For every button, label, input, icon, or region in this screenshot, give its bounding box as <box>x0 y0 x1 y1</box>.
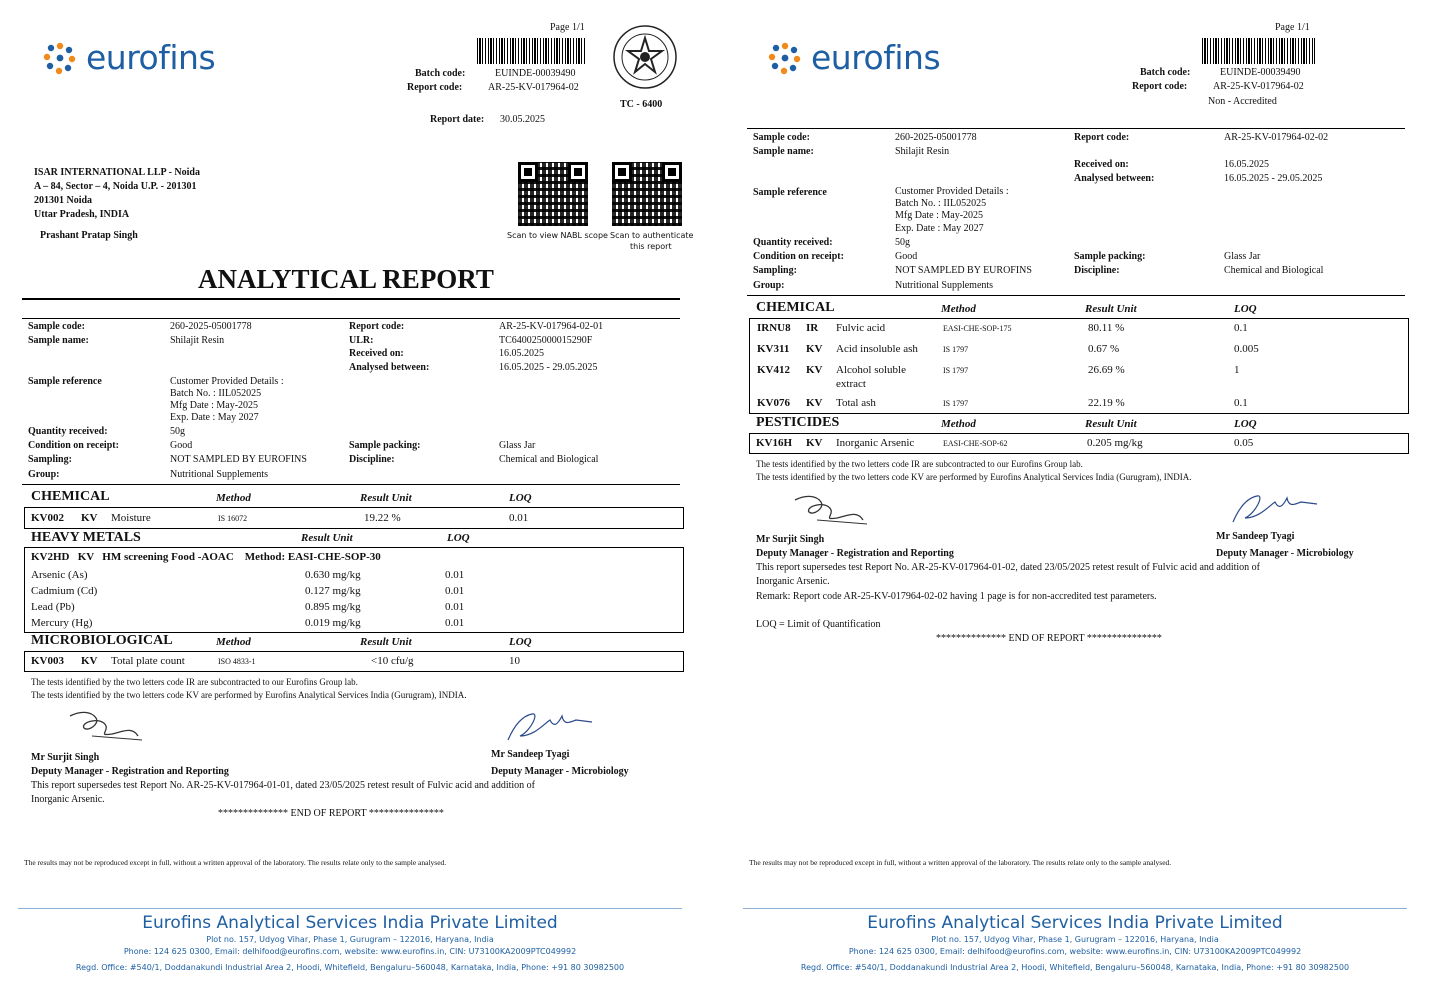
customer-address-line-4: Uttar Pradesh, INDIA <box>34 209 130 220</box>
tpc-row <box>24 651 684 672</box>
page-number: Page 1/1 <box>550 22 585 33</box>
packing-value: Glass Jar <box>1224 251 1261 262</box>
report-date: 30.05.2025 <box>500 114 545 125</box>
quantity-label: Quantity received: <box>28 426 108 437</box>
tpc-method: ISO 4833-1 <box>218 657 256 666</box>
loq-definition: LOQ = Limit of Quantification <box>756 619 881 630</box>
microbiological-heading: MICROBIOLOGICAL <box>31 633 173 648</box>
sample-reference-label: Sample reference <box>28 376 102 387</box>
method-header: Method <box>941 303 976 315</box>
ulr-value: TC640025000015290F <box>499 335 593 346</box>
received-label: Received on: <box>1074 159 1129 170</box>
footer-company: Eurofins Analytical Services India Private Limited <box>867 913 1283 933</box>
test-name: Moisture <box>111 512 151 524</box>
metal-name: Lead (Pb) <box>31 601 75 613</box>
batch-label: Batch code: <box>415 68 466 79</box>
customer-address-line-3: 201301 Noida <box>34 195 93 206</box>
chem-code: KV412 <box>757 364 790 376</box>
sample-code-label: Sample code: <box>28 321 85 332</box>
brand-name: eurofins <box>811 38 941 77</box>
chem-lab: IR <box>806 322 819 334</box>
chem-method: IS 1797 <box>943 345 969 354</box>
nabl-seal-icon <box>612 24 678 94</box>
signer1-name: Mr Surjit Singh <box>756 534 825 545</box>
micro-result-unit-header: Result Unit <box>360 636 412 648</box>
analysed-label: Analysed between: <box>1074 173 1155 184</box>
signature-surjit-icon <box>787 490 877 530</box>
lab-code: KV <box>81 512 98 524</box>
authenticate-qr[interactable] <box>612 162 682 226</box>
chem-lab: KV <box>806 364 823 376</box>
received-date: 16.05.2025 <box>1224 159 1269 170</box>
footer-rule <box>18 908 682 909</box>
hm-screening-header: KV2HD KV HM screening Food -AOAC Method: EASI-CHE-SOP-30 <box>31 551 381 563</box>
sampling-value: NOT SAMPLED BY EUROFINS <box>895 265 1032 276</box>
packing-label: Sample packing: <box>1074 251 1146 262</box>
brand-name: eurofins <box>86 38 216 77</box>
signature-sandeep-icon <box>500 706 600 746</box>
arsenic-loq: 0.05 <box>1234 437 1254 449</box>
sample-code: 260-2025-05001778 <box>895 132 977 143</box>
ir-note: The tests identified by the two letters code IR are subcontracted to our Eurofins Group lab. <box>756 459 1083 469</box>
tpc-loq: 10 <box>509 655 520 667</box>
ulr-label: ULR: <box>349 335 374 346</box>
loq-header: LOQ <box>1234 303 1257 315</box>
signature-sandeep-icon <box>1225 488 1325 528</box>
chem-name: Acid insoluble ash <box>836 343 918 355</box>
chem-code: KV076 <box>757 397 790 409</box>
inorganic-arsenic-row <box>749 433 1409 454</box>
report-date-label: Report date: <box>430 114 485 125</box>
packing-label: Sample packing: <box>349 440 421 451</box>
moisture-row <box>24 507 684 529</box>
report-code-full: AR-25-KV-017964-02-01 <box>499 321 604 332</box>
report-code-label: Report code: <box>1132 81 1188 92</box>
sample-info-rule <box>747 128 1405 129</box>
tc-number: TC - 6400 <box>620 99 663 110</box>
discipline-value: Chemical and Biological <box>499 454 599 465</box>
report-code-full: AR-25-KV-017964-02-02 <box>1224 132 1329 143</box>
test-code: KV002 <box>31 512 64 524</box>
result-unit-header: Result Unit <box>360 492 412 504</box>
pesticides-heading: PESTICIDES <box>756 415 840 430</box>
ir-note: The tests identified by the two letters code IR are subcontracted to our Eurofins Group lab. <box>31 677 358 687</box>
discipline-label: Discipline: <box>349 454 395 465</box>
chem-method: IS 1797 <box>943 366 969 375</box>
metal-name: Mercury (Hg) <box>31 617 93 629</box>
signer2-name: Mr Sandeep Tyagi <box>491 749 570 760</box>
report-code-label-2: Report code: <box>1074 132 1130 143</box>
supersedes-line-1: This report supersedes test Report No. AR-25-KV-017964-01-01, dated 23/05/2025 retest result of Fulvic acid and addition of <box>31 780 535 791</box>
test-loq: 0.01 <box>509 512 529 524</box>
contact-person: Prashant Pratap Singh <box>40 230 138 241</box>
group-value: Nutritional Supplements <box>895 280 994 291</box>
report-code: AR-25-KV-017964-02 <box>488 82 579 93</box>
chem-result: 80.11 % <box>1088 322 1125 334</box>
chem-method: IS 1797 <box>943 399 969 408</box>
condition-label: Condition on receipt: <box>28 440 119 451</box>
metal-name: Arsenic (As) <box>31 569 88 581</box>
batch-label: Batch code: <box>1140 67 1191 78</box>
chem-name-line-2: extract <box>836 378 866 390</box>
batch-code: EUINDE-00039490 <box>495 68 576 79</box>
sampling-value: NOT SAMPLED BY EUROFINS <box>170 454 307 465</box>
group-label: Group: <box>753 280 785 291</box>
metal-loq: 0.01 <box>445 601 465 613</box>
analysed-dates: 16.05.2025 - 29.05.2025 <box>1224 173 1323 184</box>
signature-surjit-icon <box>62 706 152 746</box>
micro-loq-header: LOQ <box>509 636 532 648</box>
end-of-report: ************** END OF REPORT *************** <box>218 808 444 819</box>
sample-name: Shilajit Resin <box>170 335 225 346</box>
supersedes-line-2: Inorganic Arsenic. <box>31 794 105 805</box>
quantity-value: 50g <box>170 426 185 437</box>
chem-loq: 0.005 <box>1234 343 1259 355</box>
received-date: 16.05.2025 <box>499 348 544 359</box>
kv-note: The tests identified by the two letters code KV are performed by Eurofins Analytical Services India (Gurugram), INDIA. <box>31 690 467 700</box>
footer-regd-office: Regd. Office: #540/1, Doddanakundi Industrial Area 2, Hoodi, Whitefield, Bengaluru–560048, Karnataka, India, Phone: +91 80 30982500 <box>800 963 1350 972</box>
sampling-label: Sampling: <box>28 454 72 465</box>
group-label: Group: <box>28 469 60 480</box>
received-label: Received on: <box>349 348 404 359</box>
report-code-label-2: Report code: <box>349 321 405 332</box>
sample-name-label: Sample name: <box>28 335 89 346</box>
chem-result: 22.19 % <box>1088 397 1125 409</box>
test-method: IS 16072 <box>218 514 248 523</box>
metal-loq: 0.01 <box>445 617 465 629</box>
metal-loq: 0.01 <box>445 585 465 597</box>
metal-result: 0.019 mg/kg <box>305 617 361 629</box>
eurofins-logo-icon <box>42 40 78 76</box>
footer-phone: Phone: 124 625 0300, Email: delhifood@eurofins.com, website: www.eurofins.in, CIN: U73100KA2009PTC049992 <box>123 947 577 956</box>
sample-name-label: Sample name: <box>753 146 814 157</box>
metal-loq: 0.01 <box>445 569 465 581</box>
micro-method-header: Method <box>216 636 251 648</box>
tpc-result: <10 cfu/g <box>371 655 414 667</box>
quantity-value: 50g <box>895 237 910 248</box>
result-unit-header: Result Unit <box>1085 303 1137 315</box>
sample-reference-3: Mfg Date : May-2025 <box>895 210 984 221</box>
pest-loq-header: LOQ <box>1234 418 1257 430</box>
chem-code: KV311 <box>757 343 790 355</box>
footer-company: Eurofins Analytical Services India Private Limited <box>142 913 558 933</box>
chem-loq: 0.1 <box>1234 397 1248 409</box>
footer-address: Plot no. 157, Udyog Vihar, Phase 1, Gurugram – 122016, Haryana, India <box>206 935 494 944</box>
supersedes-line-2: Inorganic Arsenic. <box>756 576 830 587</box>
page-number: Page 1/1 <box>1275 22 1310 33</box>
barcode <box>477 38 587 64</box>
chem-result: 0.67 % <box>1088 343 1120 355</box>
signer2-title: Deputy Manager - Microbiology <box>1216 548 1354 559</box>
footer-regd-office: Regd. Office: #540/1, Doddanakundi Industrial Area 2, Hoodi, Whitefield, Bengaluru–560048, Karnataka, India, Phone: +91 80 30982500 <box>75 963 625 972</box>
sample-reference-1: Customer Provided Details : <box>895 186 1009 197</box>
method-header: Method <box>216 492 251 504</box>
chem-code: IRNU8 <box>757 322 791 334</box>
metal-result: 0.630 mg/kg <box>305 569 361 581</box>
batch-code: EUINDE-00039490 <box>1220 67 1301 78</box>
non-accredited: Non - Accredited <box>1208 96 1277 107</box>
packing-value: Glass Jar <box>499 440 536 451</box>
results-rule <box>747 295 1405 296</box>
arsenic-code: KV16H <box>756 437 793 449</box>
report-code-label: Report code: <box>407 82 463 93</box>
end-of-report: ************** END OF REPORT *************** <box>936 633 1162 644</box>
chem-name: Total ash <box>836 397 876 409</box>
chem-loq: 0.1 <box>1234 322 1248 334</box>
tpc-lab: KV <box>81 655 98 667</box>
eurofins-logo-2 <box>767 38 940 77</box>
customer-address-line-1: ISAR INTERNATIONAL LLP - Noida <box>34 167 200 178</box>
footer-phone: Phone: 124 625 0300, Email: delhifood@eurofins.com, website: www.eurofins.in, CIN: U73100KA2009PTC049992 <box>848 947 1302 956</box>
condition-value: Good <box>895 251 918 262</box>
reproduction-note: The results may not be reproduced except in full, without a written approval of the laboratory. The results relate only to the sample analysed. <box>749 858 1172 867</box>
footer-rule <box>743 908 1407 909</box>
arsenic-result: 0.205 mg/kg <box>1087 437 1143 449</box>
reproduction-note: The results may not be reproduced except in full, without a written approval of the laboratory. The results relate only to the sample analysed. <box>24 858 447 867</box>
eurofins-logo-icon <box>767 40 803 76</box>
eurofins-logo <box>42 38 215 77</box>
metal-result: 0.127 mg/kg <box>305 585 361 597</box>
customer-address-line-2: A – 84, Sector – 4, Noida U.P. - 201301 <box>34 181 197 192</box>
chemical-heading: CHEMICAL <box>31 489 110 504</box>
signer2-title: Deputy Manager - Microbiology <box>491 766 629 777</box>
hm-loq-header: LOQ <box>447 532 470 544</box>
supersedes-line-1: This report supersedes test Report No. AR-25-KV-017964-01-02, dated 23/05/2025 retest result of Fulvic acid and addition of <box>756 562 1260 573</box>
analysed-label: Analysed between: <box>349 362 430 373</box>
chem-name: Alcohol soluble <box>836 364 906 376</box>
chem-result: 26.69 % <box>1088 364 1125 376</box>
quantity-label: Quantity received: <box>753 237 833 248</box>
qr1-caption: Scan to view NABL scope <box>507 231 608 240</box>
sample-reference-2: Batch No. : IIL052025 <box>170 388 262 399</box>
analysed-dates: 16.05.2025 - 29.05.2025 <box>499 362 598 373</box>
arsenic-name: Inorganic Arsenic <box>836 437 915 449</box>
title-rule <box>22 298 680 300</box>
sample-reference-4: Exp. Date : May 2027 <box>170 412 259 423</box>
signer2-name: Mr Sandeep Tyagi <box>1216 531 1295 542</box>
footer-address: Plot no. 157, Udyog Vihar, Phase 1, Gurugram – 122016, Haryana, India <box>931 935 1219 944</box>
pest-result-unit-header: Result Unit <box>1085 418 1137 430</box>
sample-reference-4: Exp. Date : May 2027 <box>895 223 984 234</box>
chem-lab: KV <box>806 343 823 355</box>
report-code: AR-25-KV-017964-02 <box>1213 81 1304 92</box>
condition-value: Good <box>170 440 193 451</box>
signer1-title: Deputy Manager - Registration and Reporting <box>31 766 229 777</box>
kv-note: The tests identified by the two letters code KV are performed by Eurofins Analytical Services India (Gurugram), INDIA. <box>756 472 1192 482</box>
chem-method: EASI-CHE-SOP-175 <box>943 324 1012 333</box>
signer1-name: Mr Surjit Singh <box>31 752 100 763</box>
loq-header: LOQ <box>509 492 532 504</box>
sample-reference-2: Batch No. : IIL052025 <box>895 198 987 209</box>
hm-result-unit-header: Result Unit <box>301 532 353 544</box>
chemical-heading: CHEMICAL <box>756 300 835 315</box>
condition-label: Condition on receipt: <box>753 251 844 262</box>
qr2-caption-2: this report <box>630 242 672 251</box>
report-page-2 <box>725 0 1450 1000</box>
nabl-scope-qr[interactable] <box>518 162 588 226</box>
discipline-value: Chemical and Biological <box>1224 265 1324 276</box>
sample-info-rule <box>22 318 680 319</box>
qr2-caption-1: Scan to authenticate <box>610 231 694 240</box>
tpc-name: Total plate count <box>111 655 185 667</box>
metal-result: 0.895 mg/kg <box>305 601 361 613</box>
chem-loq: 1 <box>1234 364 1240 376</box>
discipline-label: Discipline: <box>1074 265 1120 276</box>
group-value: Nutritional Supplements <box>170 469 269 480</box>
results-rule <box>22 484 680 485</box>
sample-name: Shilajit Resin <box>895 146 950 157</box>
sample-reference-label: Sample reference <box>753 187 827 198</box>
sample-code-label: Sample code: <box>753 132 810 143</box>
remark: Remark: Report code AR-25-KV-017964-02-02 having 1 page is for non-accredited test parameters. <box>756 591 1157 602</box>
chem-lab: KV <box>806 397 823 409</box>
arsenic-method: EASI-CHE-SOP-62 <box>943 439 1008 448</box>
signer1-title: Deputy Manager - Registration and Reporting <box>756 548 954 559</box>
sample-reference-3: Mfg Date : May-2025 <box>170 400 259 411</box>
heavy-metals-heading: HEAVY METALS <box>31 530 141 545</box>
chem-name: Fulvic acid <box>836 322 886 334</box>
pest-method-header: Method <box>941 418 976 430</box>
sample-reference-1: Customer Provided Details : <box>170 376 284 387</box>
report-title: ANALYTICAL REPORT <box>198 264 494 294</box>
sampling-label: Sampling: <box>753 265 797 276</box>
arsenic-lab: KV <box>806 437 823 449</box>
sample-code: 260-2025-05001778 <box>170 321 252 332</box>
test-result: 19.22 % <box>364 512 401 524</box>
metal-name: Cadmium (Cd) <box>31 585 98 597</box>
barcode <box>1202 38 1315 64</box>
tpc-code: KV003 <box>31 655 64 667</box>
